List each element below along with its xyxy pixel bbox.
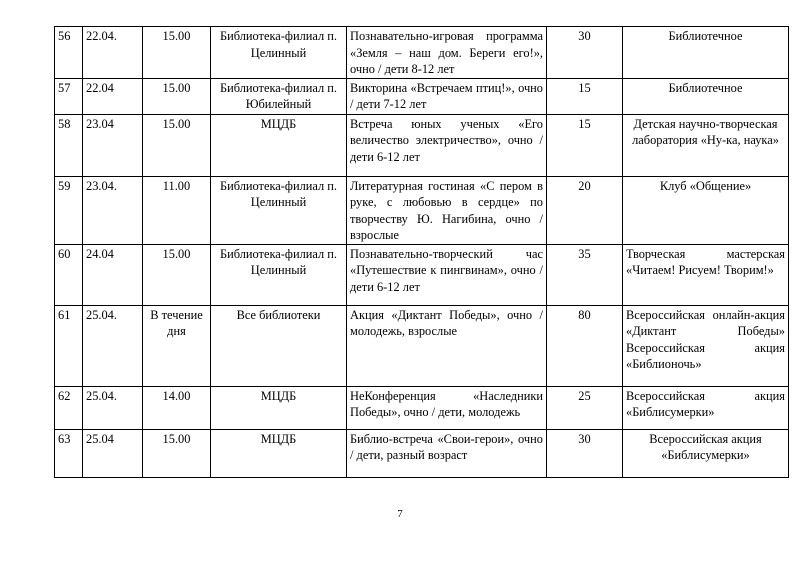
event-venue: МЦДБ — [211, 429, 347, 477]
event-form: Библиотечное — [623, 78, 789, 114]
event-description: Познавательно-игровая программа «Земля – наш дом. Береги его!», очно / дети 8-12 лет — [347, 27, 547, 79]
event-venue: Все библиотеки — [211, 305, 347, 386]
event-description: НеКонференция «Наследники Победы», очно / дети, молодежь — [347, 386, 547, 429]
event-description: Познавательно-творческий час «Путешествие к пингвинам», очно / дети 6-12 лет — [347, 244, 547, 305]
event-form: Библиотечное — [623, 27, 789, 79]
event-description: Библио-встреча «Свои-герои», очно / дети, разный возраст — [347, 429, 547, 477]
participant-count: 25 — [547, 386, 623, 429]
event-date: 25.04. — [83, 305, 143, 386]
row-number: 58 — [55, 114, 83, 176]
event-description: Акция «Диктант Победы», очно / молодежь, взрослые — [347, 305, 547, 386]
event-venue: Библиотека-филиал п. Юбилейный — [211, 78, 347, 114]
events-table — [54, 26, 789, 478]
event-date: 25.04 — [83, 429, 143, 477]
row-number: 62 — [55, 386, 83, 429]
table-row — [55, 305, 789, 386]
event-form: Детская научно-творческая лаборатория «Ну-ка, наука» — [623, 114, 789, 176]
participant-count: 15 — [547, 78, 623, 114]
event-venue: МЦДБ — [211, 386, 347, 429]
participant-count: 35 — [547, 244, 623, 305]
event-venue: Библиотека-филиал п. Целинный — [211, 176, 347, 244]
event-form: Творческая мастерская «Читаем! Рисуем! Творим!» — [623, 244, 789, 305]
row-number: 56 — [55, 27, 83, 79]
event-time: 15.00 — [143, 114, 211, 176]
event-date: 25.04. — [83, 386, 143, 429]
page-number: 7 — [397, 508, 403, 520]
event-date: 23.04. — [83, 176, 143, 244]
event-date: 22.04 — [83, 78, 143, 114]
event-form: Всероссийская онлайн-акция «Диктант Победы» Всероссийская акция «Библионочь» — [623, 305, 789, 386]
event-time: 15.00 — [143, 78, 211, 114]
event-time: 15.00 — [143, 429, 211, 477]
row-number: 61 — [55, 305, 83, 386]
participant-count: 80 — [547, 305, 623, 386]
row-number: 59 — [55, 176, 83, 244]
event-description: Викторина «Встречаем птиц!», очно / дети 7-12 лет — [347, 78, 547, 114]
participant-count: 30 — [547, 27, 623, 79]
table-row — [55, 386, 789, 429]
event-venue: МЦДБ — [211, 114, 347, 176]
event-time: 11.00 — [143, 176, 211, 244]
participant-count: 20 — [547, 176, 623, 244]
event-form: Клуб «Общение» — [623, 176, 789, 244]
event-time: 14.00 — [143, 386, 211, 429]
event-venue: Библиотека-филиал п. Целинный — [211, 27, 347, 79]
event-description: Литературная гостиная «С пером в руке, с любовью в сердце» по творчеству Ю. Нагибина, очно / взрослые — [347, 176, 547, 244]
table-row — [55, 176, 789, 244]
participant-count: 30 — [547, 429, 623, 477]
table-row — [55, 429, 789, 477]
event-form: Всероссийская акция «Библисумерки» — [623, 429, 789, 477]
table-row — [55, 78, 789, 114]
event-date: 22.04. — [83, 27, 143, 79]
event-time: В течение дня — [143, 305, 211, 386]
participant-count: 15 — [547, 114, 623, 176]
row-number: 63 — [55, 429, 83, 477]
row-number: 57 — [55, 78, 83, 114]
event-date: 23.04 — [83, 114, 143, 176]
table-row — [55, 27, 789, 79]
event-time: 15.00 — [143, 244, 211, 305]
table-row — [55, 244, 789, 305]
table-row — [55, 114, 789, 176]
event-venue: Библиотека-филиал п. Целинный — [211, 244, 347, 305]
event-time: 15.00 — [143, 27, 211, 79]
event-date: 24.04 — [83, 244, 143, 305]
row-number: 60 — [55, 244, 83, 305]
event-description: Встреча юных ученых «Его величество электричество», очно / дети 6-12 лет — [347, 114, 547, 176]
event-form: Всероссийская акция «Библисумерки» — [623, 386, 789, 429]
